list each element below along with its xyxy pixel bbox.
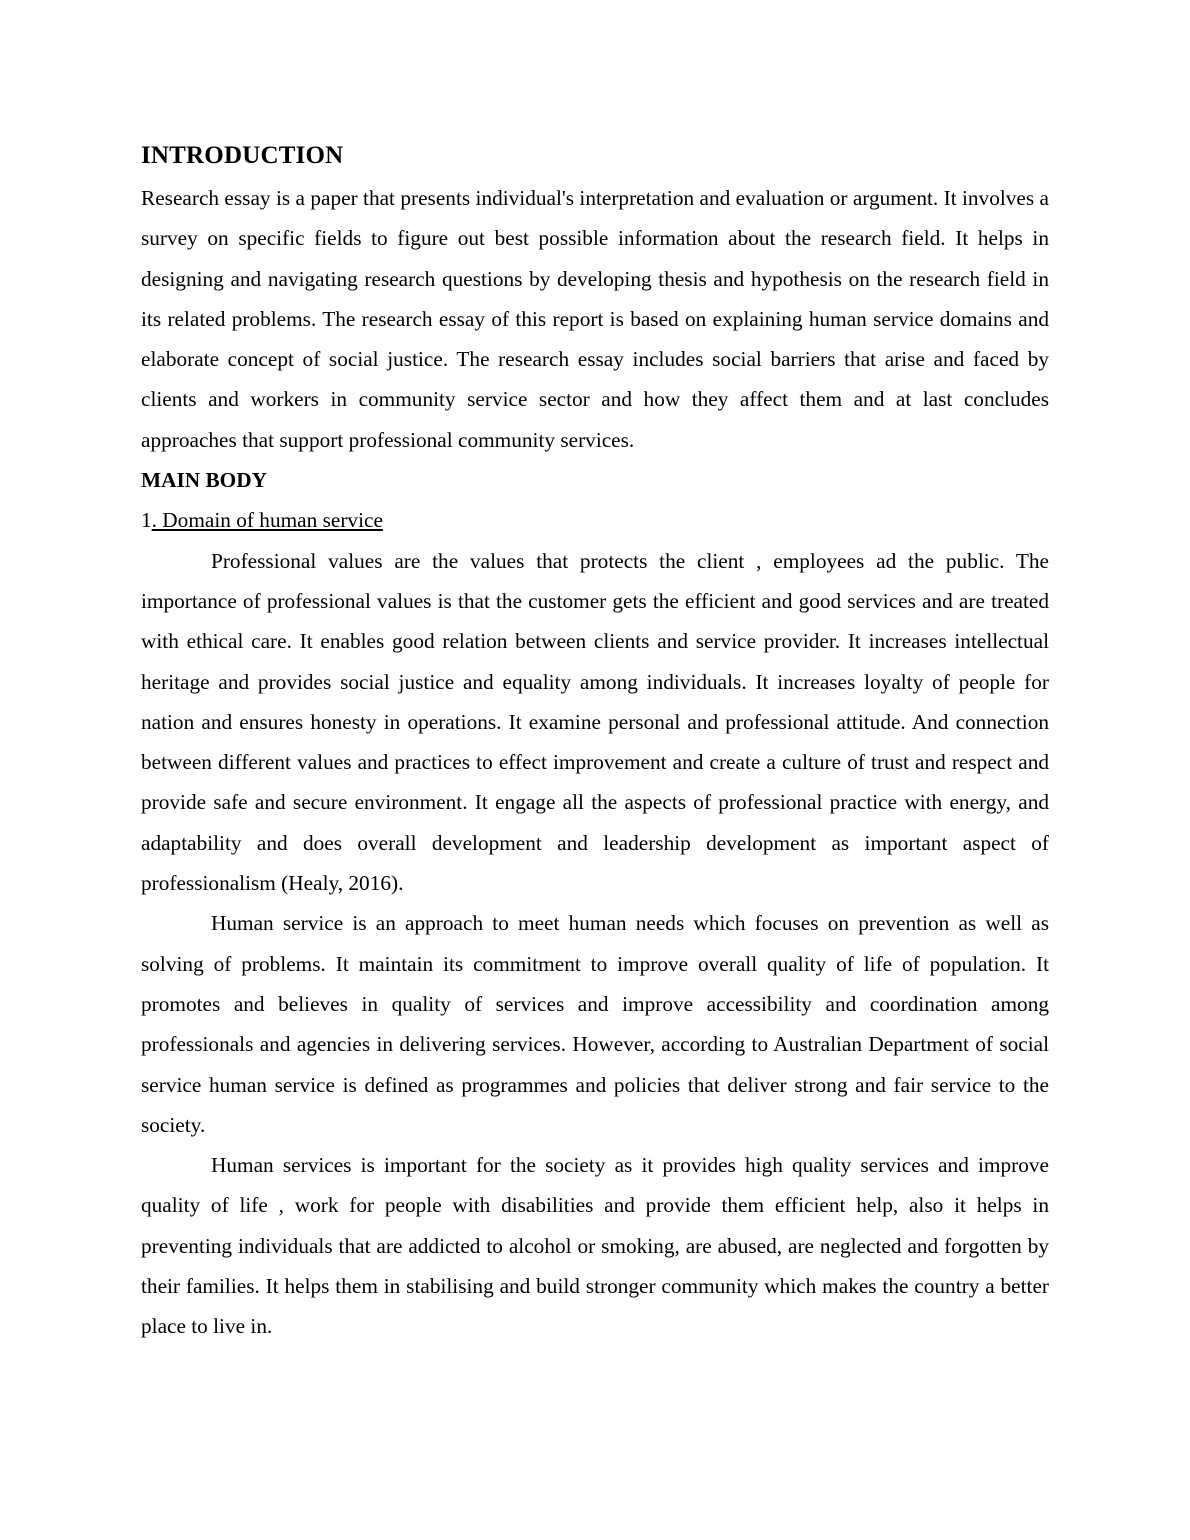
document-page [141,138,1049,1347]
main-body-heading: MAIN BODY [141,468,268,493]
introduction-paragraph: Research essay is a paper that presents individual's interpretation and evaluation or argument. It involves a survey on specific fields to figure out best possible information about the research field. It helps in designing and navigating research questions by developing thesis and hypothesis on the research field in its related problems. The research essay of this report is based on explaining human service domains and elaborate concept of social justice. The research essay includes social barriers that arise and faced by clients and workers in community service sector and how they affect them and at last concludes approaches that support professional community services. [141,186,1049,452]
body-paragraph-professional-values: Professional values are the values that protects the client , employees ad the public. The importance of professional values is that the customer gets the efficient and good services and are treated with ethical care. It enables good relation between clients and service provider. It increases intellectual heritage and provides social justice and equality among individuals. It increases loyalty of people for nation and ensures honesty in operations. It examine personal and professional attitude. And connection between different values and practices to effect improvement and create a culture of trust and respect and provide safe and secure environment. It engage all the aspects of professional practice with energy, and adaptability and does overall development and leadership development as important aspect of professionalism (Healy, 2016). [141,548,1049,896]
body-paragraph-human-service-importance: Human services is important for the society as it provides high quality services and improve quality of life , work for people with disabilities and provide them efficient help, also it helps in preventing individuals that are addicted to alcohol or smoking, are abused, are neglected and forgotten by their families. It helps them in stabilising and build stronger community which makes the country a better place to live in. [141,1153,1049,1339]
section-title: . Domain of human service [151,508,383,533]
section-heading [141,500,1049,540]
introduction-heading: INTRODUCTION [141,142,344,169]
body-paragraph-human-service-definition: Human service is an approach to meet human needs which focuses on prevention as well as solving of problems. It maintain its commitment to improve overall quality of life of population. It promotes and believes in quality of services and improve accessibility and coordination among professionals and agencies in delivering services. However, according to Australian Department of social service human service is defined as programmes and policies that deliver strong and fair service to the society. [141,911,1049,1137]
section-number: 1 [141,508,152,533]
